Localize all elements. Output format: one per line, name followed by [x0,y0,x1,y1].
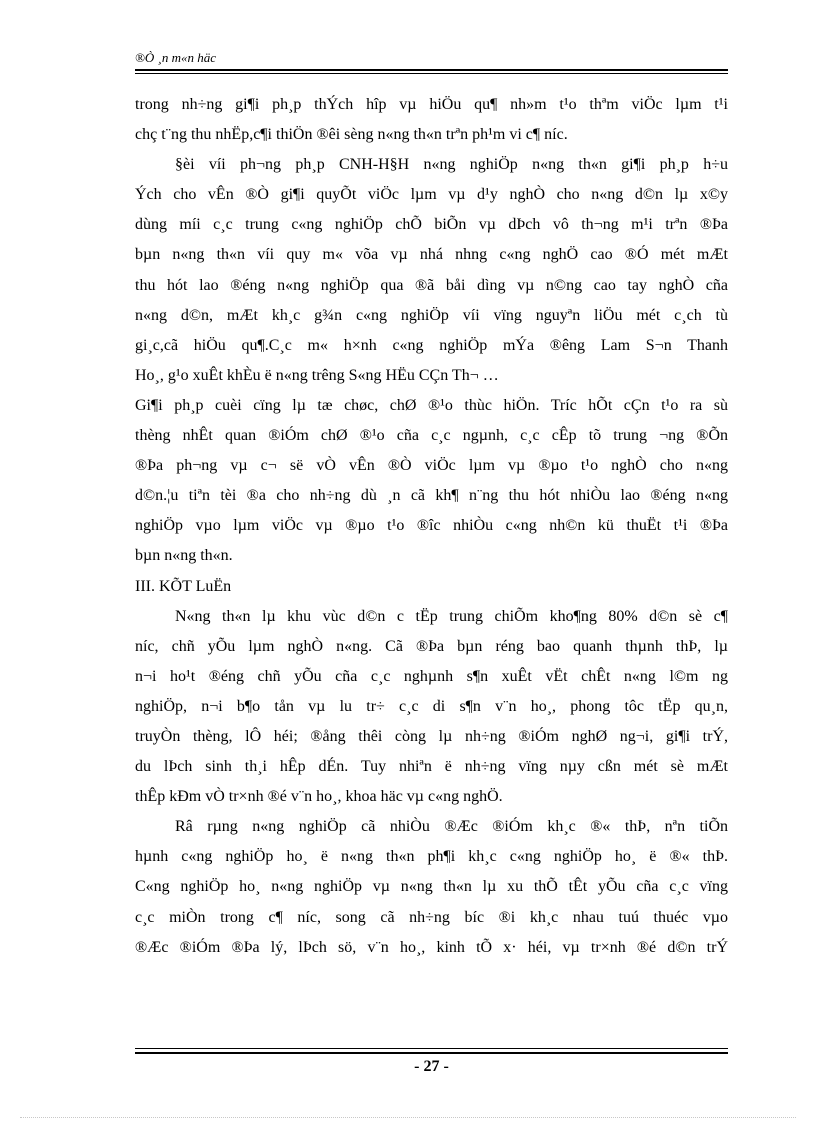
text-line: n¬i ho¹t ®éng chñ yÕu cña c¸c nghµnh s¶n xuÊt vËt chÊt n«ng l©m ng [135,667,728,685]
text-line: Ho¸, g¹o xuÊt khÈu ë n«ng trêng S«ng HËu CÇn Th¬ … [135,366,499,384]
body-text [135,90,728,963]
text-line: gi¸c,cã hiÖu qu¶.C¸c m« h×nh c«ng nghiÖp mÝa ®êng Lam S¬n Thanh [135,336,728,354]
text-line: trong nh÷ng gi¶i ph¸p thÝch hîp vµ hiÖu qu¶ nh»m t¹o thªm viÖc lµm t¹i [135,96,728,113]
text-line: n«ng d©n, mÆt kh¸c g¾n c«ng nghiÖp víi vïng nguyªn liÖu mét c¸ch tù [135,306,728,324]
text-line: c¸c miÒn trong c¶ níc, song cã nh÷ng bíc ®i kh¸c nhau tuú thuéc vµo [135,908,728,926]
header-rule-thick [135,69,728,71]
text-line: bµn n«ng th«n. [135,547,233,565]
running-header: ®Ò ¸n m«n häc [135,50,217,65]
text-line: dùng míi c¸c trung c«ng nghiÖp chÕ biÕn vµ dÞch vô th¬ng m¹i trªn ®Þa [135,216,728,234]
text-line: §èi víi ph¬ng ph¸p CNH-H§H n«ng nghiÖp n«ng th«n gi¶i ph¸p h÷u [175,156,728,174]
section-heading: III. KÕT LuËn [135,577,232,595]
text-line: Ých cho vÊn ®Ò gi¶i quyÕt viÖc lµm vµ d¹y nghÒ cho n«ng d©n lµ x©y [135,186,728,204]
text-line: ®Æc ®iÓm ®Þa lý, lÞch sö, v¨n ho¸, kinh tÕ x· héi, vµ tr×nh ®é d©n trÝ [135,938,728,956]
text-line: thèng nhÊt quan ®iÓm chØ ®¹o cña c¸c ngµnh, c¸c cÊp tõ trung ¬ng ®Õn [135,427,728,445]
page-edge-divider [20,1117,796,1118]
text-line: ®Þa ph¬ng vµ c¬ së vÒ vÊn ®Ò viÖc lµm vµ ®µo t¹o nghÒ cho n«ng [135,457,728,475]
text-line: nghiÖp vµo lµm viÖc vµ ®µo t¹o ®îc nhiÒu c«ng nh©n kü thuËt t¹i ®Þa [135,517,728,535]
text-line: truyÒn thèng, lÔ héi; ®ång thêi còng lµ nh÷ng ®iÓm nghØ ng¬i, gi¶i trÝ, [135,727,728,745]
text-line: thu hót lao ®éng n«ng nghiÖp qua ®ã båi dìng vµ n©ng cao tay nghÒ cña [135,276,728,294]
page-number: - 27 - [414,1058,449,1075]
text-line: chç t¨ng thu nhËp,c¶i thiÖn ®êi sèng n«ng th«n trªn ph¹m vi c¶ níc. [135,126,568,144]
text-line: nghiÖp, n¬i b¶o tån vµ lu tr÷ c¸c di s¶n v¨n ho¸, phong tôc tËp qu¸n, [135,697,728,715]
text-line: du lÞch sinh th¸i hÊp dÉn. Tuy nhiªn ë nh÷ng vïng nµy cßn mét sè mÆt [135,758,728,776]
footer-rule-thin [135,1048,728,1049]
text-line: níc, chñ yÕu lµm nghÒ n«ng. Cã ®Þa bµn réng bao quanh thµnh thÞ, lµ [135,637,728,655]
text-line: Gi¶i ph¸p cuèi cïng lµ tæ chøc, chØ ®¹o thùc hiÖn. Tríc hÕt cÇn t¹o ra sù [135,396,728,414]
header-rule-thin [135,73,728,74]
text-line: hµnh c«ng nghiÖp ho¸ ë n«ng th«n ph¶i kh¸c c«ng nghiÖp ho¸ ë ®« thÞ. [135,848,728,866]
text-line: N«ng th«n lµ khu vùc d©n c tËp trung chiÕm kho¶ng 80% d©n sè c¶ [175,607,728,625]
text-line: thÊp kÐm vÒ tr×nh ®é v¨n ho¸, khoa häc vµ c«ng nghÖ. [135,788,503,806]
text-line: C«ng nghiÖp ho¸ n«ng nghiÖp vµ n«ng th«n lµ xu thÕ tÊt yÕu cña c¸c vïng [135,878,728,896]
footer-rule-thick [135,1052,728,1054]
text-line: d©n.¦u tiªn tèi ®a cho nh÷ng dù ¸n cã kh¶ n¨ng thu hót nhiÒu lao ®éng n«ng [135,487,728,505]
text-line: bµn n«ng th«n víi quy m« võa vµ nhá nhng c«ng nghÖ cao ®Ó mét mÆt [135,246,728,264]
text-line: Râ rµng n«ng nghiÖp cã nhiÒu ®Æc ®iÓm kh¸c ®« thÞ, nªn tiÕn [175,818,728,836]
